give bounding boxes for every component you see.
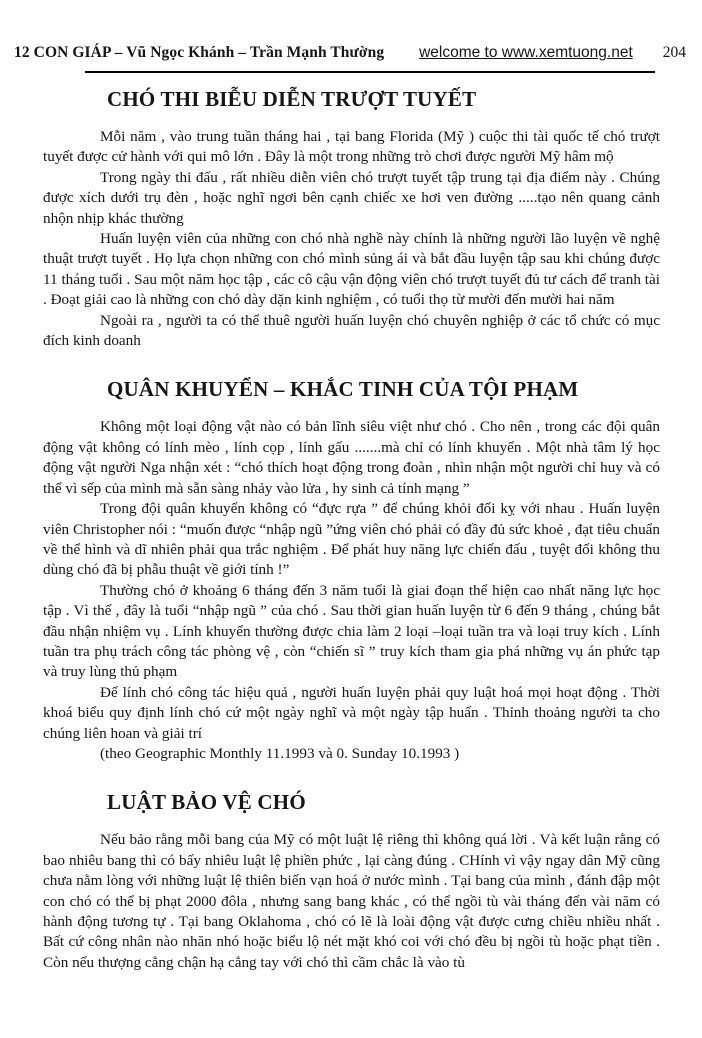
page-body — [43, 86, 660, 973]
page-number: 204 — [662, 44, 686, 61]
section-heading-dog-protection-law: LUẬT BẢO VỆ CHÓ — [107, 790, 306, 815]
paragraph: Không một loại động vật nào có bản lĩnh siêu việt như chó . Cho nên , trong các đội quân động vật không có lính mèo , lính cọp , lính gấu .......mà chỉ có lính khuyển . Một nhà tâm lý học động vật người Nga nhận xét : “chó thích hoạt động trong đoàn , nhìn nhận một người chỉ huy và có thể vì sếp của mình mà sẵn sàng nhảy vào lửa , hy sinh cả tính mạng ” — [43, 418, 660, 497]
section-heading-military-dogs: QUÂN KHUYỂN – KHẮC TINH CỦA TỘI PHẠM — [107, 377, 579, 402]
paragraph: Ngoài ra , người ta có thể thuê người huấn luyện chó chuyên nghiệp ở các tổ chức có mục đích kinh doanh — [43, 311, 660, 350]
source-citation: (theo Geographic Monthly 11.1993 và 0. Sunday 10.1993 ) — [100, 744, 460, 762]
paragraph: Mỗi năm , vào trung tuần tháng hai , tại bang Florida (Mỹ ) cuộc thi tài quốc tế chó trượt tuyết được cử hành với qui mô lớn . Đây là một trong những trò chơi được người Mỹ hâm mộ — [43, 128, 660, 166]
paragraph: Huấn luyện viên của những con chó nhà nghề này chính là những người lão luyện về nghệ thuật trượt tuyết . Họ lựa chọn những con chó mình sủng ái và bắt đầu luyện tập sau khi chúng được 11 tháng tuổi . Sau một năm học tập , các cô cậu vận động viên chó trượt tuyết đủ tư cách để tranh tài . Đoạt giải cao là những con chó dày dặn kinh nghiệm , có tuổi thọ từ mười đến mười hai năm — [43, 230, 660, 309]
page-header — [14, 44, 686, 62]
section-heading-dog-ski-show: CHÓ THI BIỄU DIỄN TRƯỢT TUYẾT — [107, 87, 477, 111]
book-title: 12 CON GIÁP – Vũ Ngọc Khánh – Trần Mạnh Thường — [14, 44, 385, 61]
site-link[interactable]: welcome to www.xemtuong.net — [419, 44, 633, 61]
paragraph: Trong đội quân khuyển không có “đực rựa ” để chúng khỏi đối kỵ với nhau . Huấn luyện viên Christopher nói : “muốn được “nhập ngũ ”ứng viên chó phải có đầy đủ sức khoẻ , đạt tiêu chuẩn về thể hình và dĩ nhiên phải qua trắc nghiệm . Để phát huy năng lực chiến đấu , tuyệt đối không thu dùng chó đã bị phẫu thuật về giới tính !” — [43, 500, 660, 579]
paragraph: Trong ngày thi đấu , rất nhiều diễn viên chó trượt tuyết tập trung tại địa điểm này . Chúng được xích dưới trụ đèn , hoặc nghĩ ngơi bên cạnh chiếc xe hơi ven đường .....tạo nên quang cảnh nhộn nhịp khác thường — [43, 168, 660, 227]
paragraph: Thường chó ở khoảng 6 tháng đến 3 năm tuổi là giai đoạn thể hiện cao nhất năng lực học tập . Vì thế , đây là tuổi “nhập ngũ ” của chó . Sau thời gian huấn luyện từ 6 đến 9 tháng , chúng bắt đầu nhận nhiệm vụ . Lính khuyển thường được chia làm 2 loại –loại tuần tra và loại truy kích . Lính tuần tra phụ trách công tác phòng vệ , còn “chiến sĩ ” truy kích tham gia phá những vụ án phức tạp và truy lùng thủ phạm — [43, 581, 660, 681]
document-page — [0, 44, 702, 1038]
paragraph: Nếu bảo rằng mỗi bang của Mỹ có một luật lệ riêng thì không quá lời . Và kết luận rằng có bao nhiêu bang thì có bấy nhiêu luật lệ phiền phức , lại càng đúng . CHính vì vậy ngay dân Mỹ cũng chưa nằm lòng với những luật lệ thiên biến vạn hoá ở nước mình . Tại bang của mình , đánh đập một con chó có thể bị phạt 2000 đôla , nhưng sang bang khác , có thể ngồi tù vài tháng đến vài năm có hành động tương tự . Tại bang Oklahoma , chó có lẽ là loài động vật được cưng chiều nhiều nhất . Bất cứ công nhân nào nhăn nhó hoặc biểu lộ nét mặt khó coi với chó đều bị ngồi tù hoặc phạt tiền . Còn nếu thượng cẳng chận hạ cẳng tay với chó thì cầm chắc là vào tù — [43, 831, 660, 971]
paragraph: Để lính chó công tác hiệu quả , người huấn luyện phải quy luật hoá mọi hoạt động . Thời khoá biểu quy định lính chó cứ một ngày nghĩ và một ngày tập huấn . Thỉnh thoảng người ta cho chúng liên hoan và giải trí — [43, 683, 660, 742]
header-divider — [85, 71, 655, 73]
